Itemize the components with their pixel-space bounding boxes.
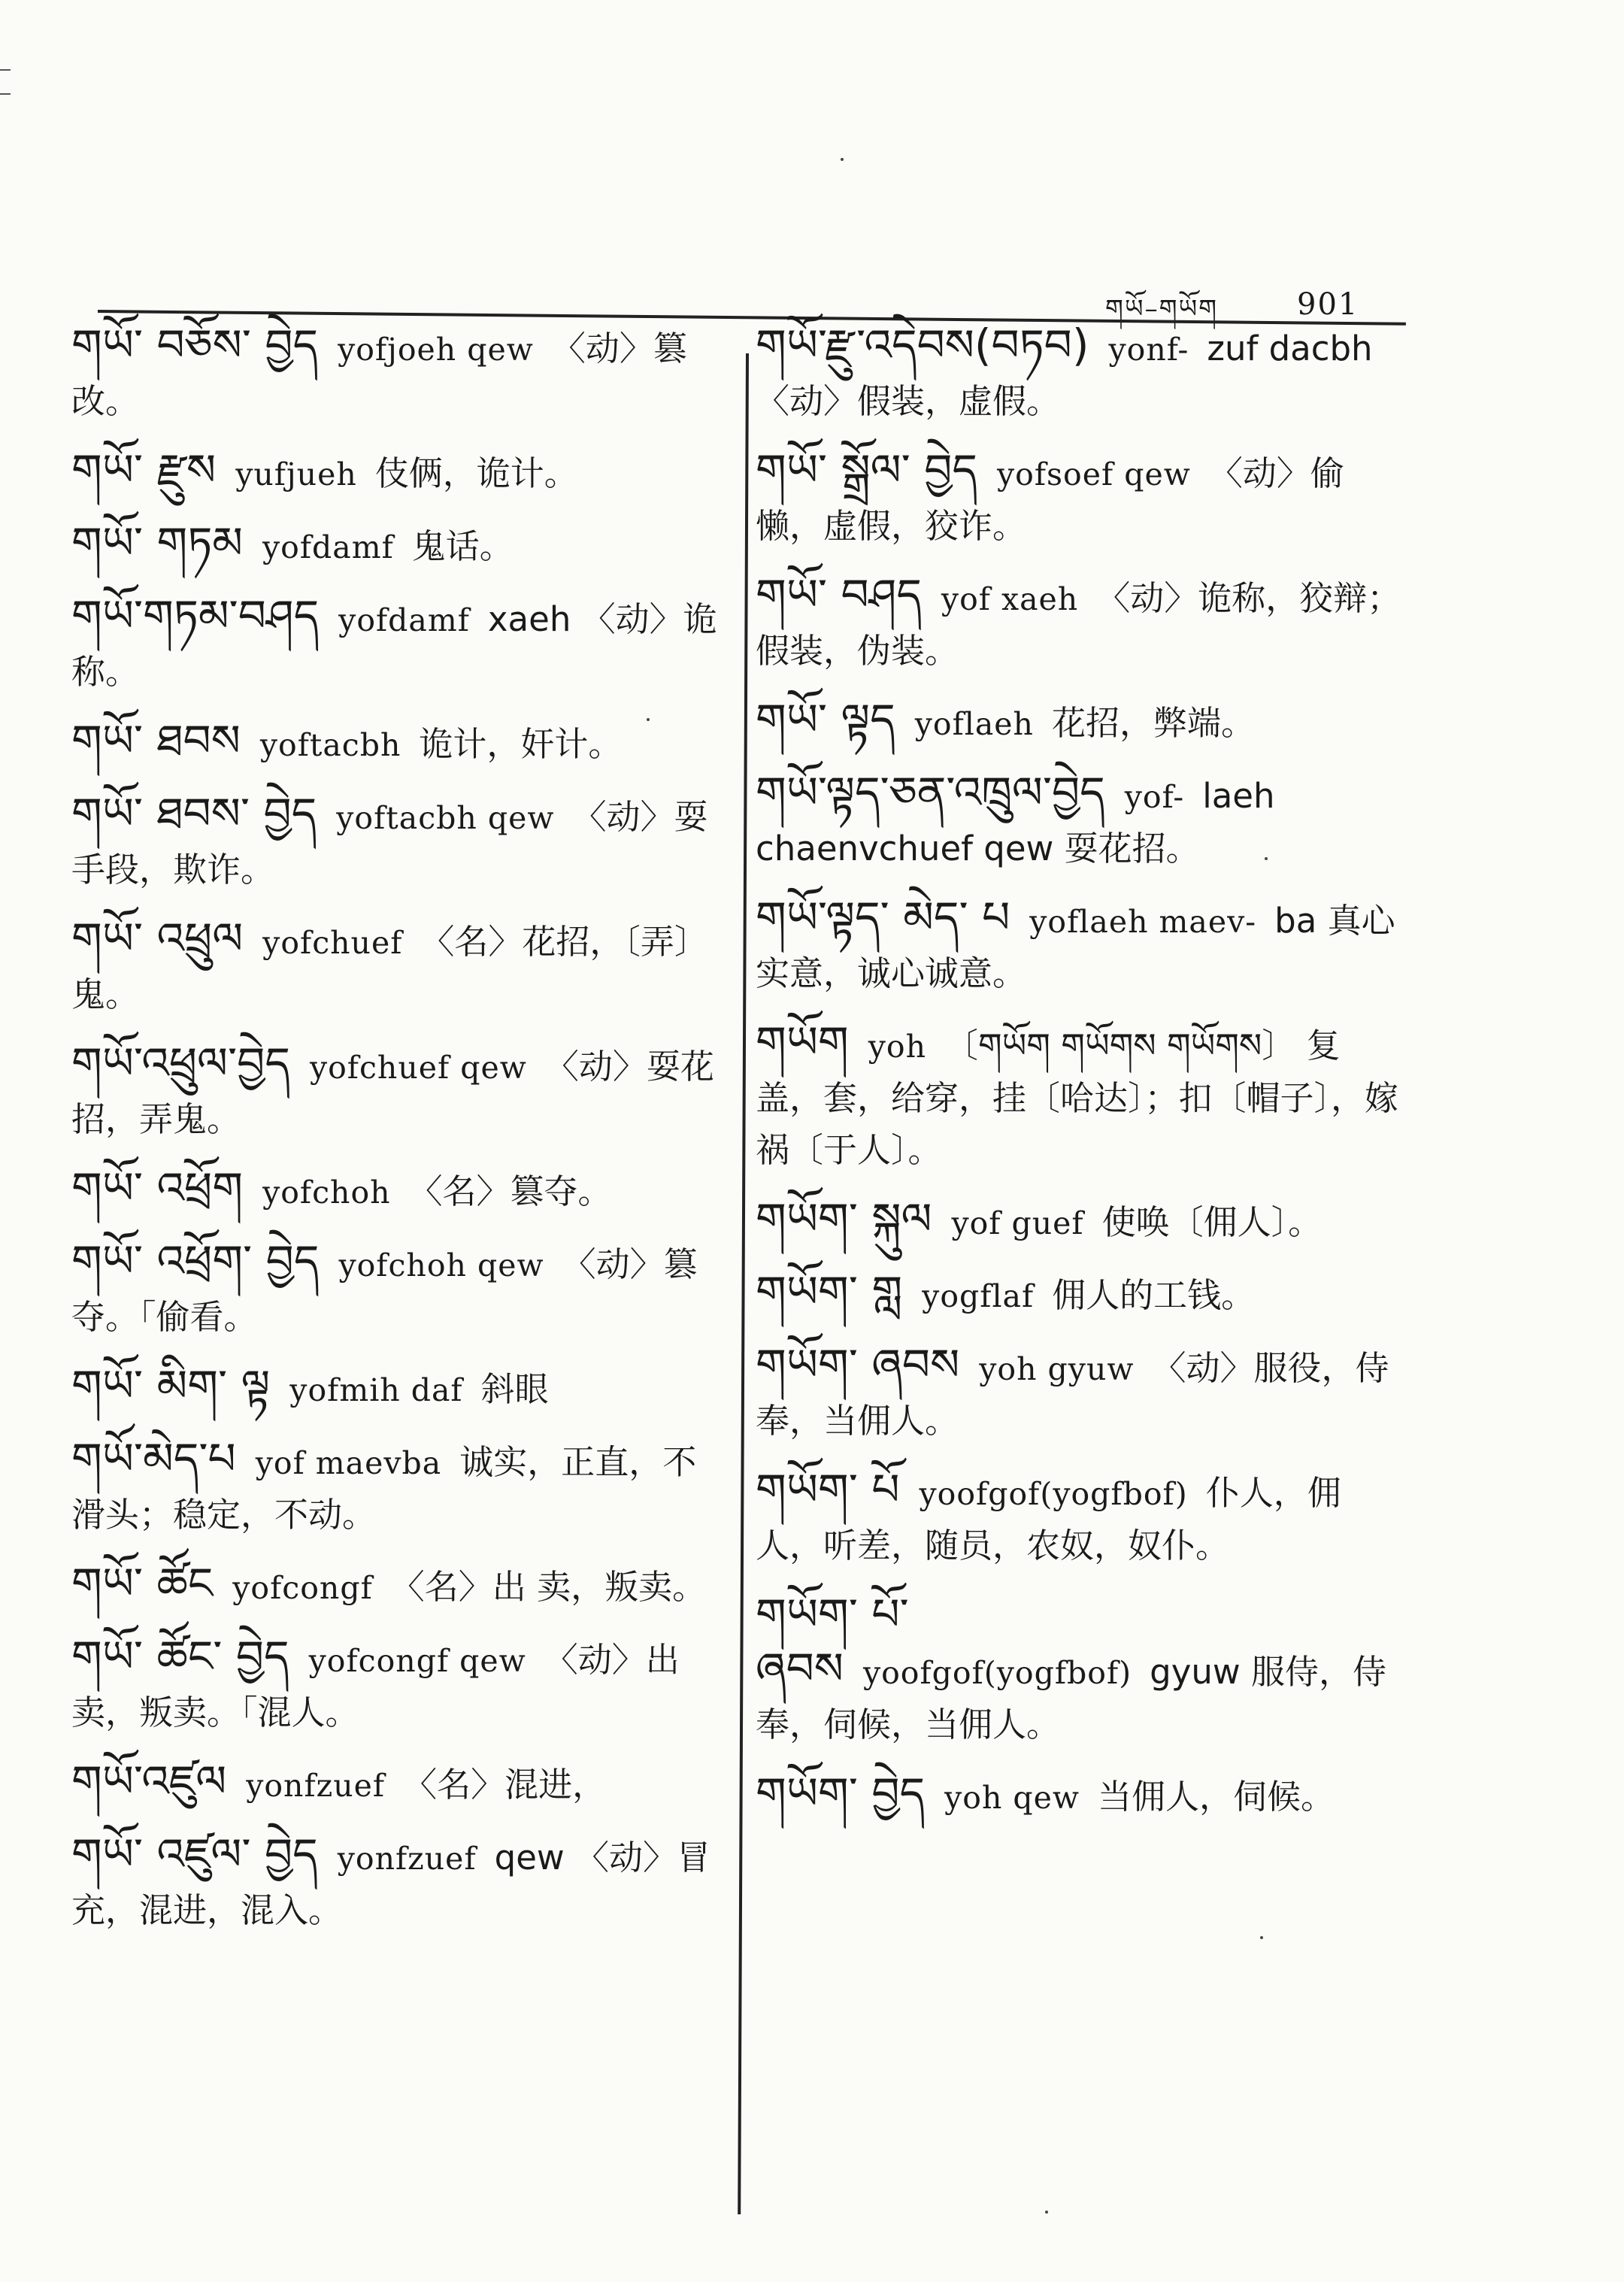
scan-speck [1265,857,1268,860]
entry-headword: གཡོག་ གླ [756,1266,903,1317]
entry-definition: 鬼话。 [411,526,514,566]
entry-romanization: yonf- [1108,332,1189,368]
entry-romanization: yufjueh [235,456,357,492]
entry-definition: 佣人的工钱。 [1052,1275,1256,1315]
entry-definition: 〈名〉混进， [403,1765,607,1805]
dictionary-entry [756,1589,1402,1750]
entry-definition: 伎俩，诡计。 [374,453,578,493]
entry-definition: gyuw 服侍，侍奉，伺候，当佣人。 [756,1652,1386,1744]
entry-romanization: yoofgof(yogfbof) [919,1476,1188,1512]
dictionary-entry [756,1193,1402,1249]
entry-romanization: yof- [1124,779,1185,815]
dictionary-entry [756,320,1402,427]
entry-romanization: yofcongf [232,1570,373,1606]
dictionary-entry [71,1631,718,1738]
entry-headword: གཡོ་ ཐབས་ བྱེད [71,788,317,839]
dictionary-entry [71,788,718,896]
entry-definition: 〈动〉篡改。 [71,329,687,421]
entry-definition: 诡计，奸计。 [419,724,623,764]
entry-romanization: yof guef [951,1205,1084,1241]
entry-romanization: yoofgof(yogfbof) [862,1655,1132,1691]
entry-romanization: yoh qew [944,1780,1080,1816]
entry-headword: གཡོ་གཏམ་བཤད [71,590,320,641]
dictionary-entry [71,517,718,573]
entry-definition: zuf dacbh 〈动〉假装，虚假。 [756,329,1373,421]
scan-speck [841,158,844,161]
entry-headword: གཡོ་ འཕྲོག [71,1162,244,1214]
page-number: 901 [1297,287,1359,322]
entry-definition: 〈名〉篡夺。 [408,1171,612,1211]
entry-definition: 〈动〉耍手段，欺诈。 [71,797,708,889]
entry-definition: 〈动〉服役，侍奉，当佣人。 [756,1348,1389,1441]
entry-headword: གཡོ་འཛུལ [71,1756,227,1807]
entry-romanization: yofchoh [262,1174,391,1211]
entry-headword: གཡོ་ལྟད་ མེད་ པ [756,892,1010,943]
dictionary-entry [71,590,718,698]
right-column [756,320,1402,1841]
scan-edge-mark [0,69,11,71]
entry-romanization: yoh gyuw [979,1351,1135,1387]
entry-definition: 〈动〉偷懒，虚假，狡诈。 [756,453,1344,546]
dictionary-entry [71,715,718,771]
entry-headword: གཡོ་ འཕྲོག་ བྱེད [71,1235,320,1286]
entry-headword: གཡོ་ བཤད [756,569,922,620]
entry-headword: གཡོ་ ཚོང་ བྱེད [71,1631,289,1682]
entry-definition: ba 真心实意，诚心诚意。 [756,901,1395,993]
dictionary-entry [71,1360,718,1416]
entry-headword: གཡོ་ འཕྲུལ [71,913,244,964]
entry-headword: གཡོ་ ལྟད [756,694,895,745]
entry-headword: གཡོ་ བཅོས་ བྱེད [71,320,319,371]
running-head: གཡོ–གཡོག [1105,294,1219,324]
scan-speck [647,718,650,721]
entry-romanization: yoflaeh maev- [1029,904,1257,940]
entry-definition: 斜眼 [480,1369,549,1409]
entry-definition: 仆人，佣人，听差，随员，农奴，奴仆。 [756,1473,1341,1565]
entry-romanization: yofmih daf [289,1372,463,1408]
dictionary-entry [756,1768,1402,1823]
column-divider [738,353,749,2214]
dictionary-entry [71,320,718,427]
entry-romanization: yof xaeh [941,581,1079,617]
entry-definition: 〈动〉出卖，叛卖。「混人。 [71,1640,680,1732]
entry-headword: གཡོ་ སྒྲོལ་ བྱེད [756,444,977,495]
dictionary-entry [756,694,1402,750]
entry-headword: གཡོ་ མིག་ ལྟ [71,1360,271,1411]
scan-speck [1045,2211,1048,2214]
dictionary-entry [71,1038,718,1145]
entry-romanization: yonfzuef [337,1841,477,1877]
entry-romanization: yonfzuef [246,1768,386,1804]
entry-headword: གཡོ་ ཐབས [71,715,241,766]
dictionary-entry [71,1558,718,1614]
dictionary-entry [71,913,718,1020]
entry-headword: གཡོ་རྫུ་འདེབས(བཏབ) [756,320,1089,371]
entry-headword: གཡོག་ པོ [756,1464,900,1515]
entry-romanization: yoflaeh [914,706,1034,742]
dictionary-entry [756,569,1402,677]
entry-romanization: yofchuef qew [309,1050,527,1086]
entry-definition: 〈动〉诡称，狡辩；假装，伪装。 [756,578,1401,671]
dictionary-entry [71,1829,718,1936]
dictionary-entry [756,444,1402,552]
entry-romanization: yofchuef [262,925,403,961]
entry-romanization: yoftacbh qew [336,800,555,836]
entry-definition: 花招，弊端。 [1051,703,1255,743]
entry-romanization: yofsoef qew [996,456,1191,492]
entry-romanization: yoftacbh [259,727,401,763]
dictionary-entry [756,767,1402,874]
dictionary-entry [756,1017,1402,1176]
entry-definition: 〔གཡོག གཡོགས གཡོགས〕 复盖，套，给穿，挂〔哈达〕；扣〔帽子〕，嫁祸〔于人〕。 [756,1026,1399,1170]
dictionary-entry [71,1433,718,1541]
entry-headword: གཡོག་ སྐུལ [756,1193,932,1244]
dictionary-entry [71,1162,718,1218]
entry-headword: གཡོ་ གཏམ [71,517,243,568]
entry-romanization: yogflaf [922,1278,1035,1314]
entry-definition: 当佣人，伺候。 [1097,1777,1335,1817]
dictionary-entry [756,1339,1402,1447]
entry-definition: 〈名〉花招，〔弄〕鬼。 [71,922,708,1014]
entry-romanization: yofcongf qew [308,1643,526,1679]
entry-definition: qew 〈动〉冒充，混进，混入。 [71,1838,710,1930]
entry-romanization: yofdamf [338,602,470,638]
entry-romanization: yofdamf [262,529,394,565]
entry-headword: གཡོག [756,1017,849,1068]
entry-definition: 诚实，正直，不滑头；稳定，不动。 [71,1442,697,1535]
entry-definition: xaeh 〈动〉诡称。 [71,599,717,692]
dictionary-entry [71,1756,718,1811]
dictionary-entry [756,1464,1402,1571]
entry-headword: གཡོག་ ཞབས [756,1339,960,1390]
dictionary-entry [756,892,1402,999]
entry-romanization: yoh [868,1029,926,1065]
entry-headword: གཡོ་ རྫུས [71,444,217,495]
entry-headword: གཡོ་ འཛུལ་ བྱེད [71,1829,318,1880]
left-column [71,320,718,1953]
entry-headword: གཡོག་ པོ་ ཞབས [756,1589,909,1694]
dictionary-entry [71,1235,718,1343]
dictionary-entry [756,1266,1402,1322]
entry-definition: 〈名〉出 卖，叛卖。 [390,1567,707,1607]
entry-headword: གཡོ་མེད་པ [71,1433,236,1484]
scan-edge-mark [0,93,11,95]
entry-definition: 使唤〔佣人〕。 [1101,1202,1323,1242]
entry-headword: གཡོ་འཕྲུལ་བྱེད [71,1038,290,1089]
entry-headword: གཡོ་ ཚོང [71,1558,214,1609]
entry-headword: གཡོག་ བྱེད [756,1768,926,1819]
entry-romanization: yof maevba [255,1445,442,1481]
scan-speck [1260,1936,1263,1939]
entry-romanization: yofchoh qew [338,1247,544,1283]
entry-definition: 〈动〉耍花招，弄鬼。 [71,1047,714,1139]
entry-headword: གཡོ་ལྟད་ཅན་འཁྲུལ་བྱེད [756,767,1105,818]
entry-definition: 〈动〉篡夺。「偷看。 [71,1244,698,1337]
entry-romanization: yofjoeh qew [338,332,534,368]
dictionary-entry [71,444,718,500]
entry-definition: laeh chaenvchuef qew 耍花招。 [756,776,1275,868]
